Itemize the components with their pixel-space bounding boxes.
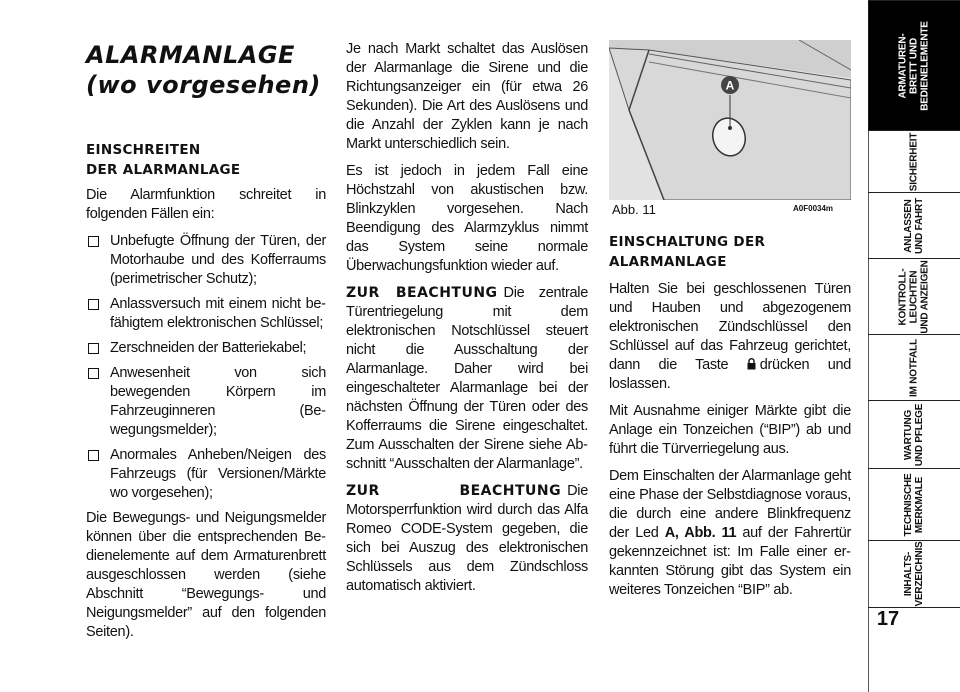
text: Halten Sie bei geschlossenen Türen und Hauben und abgezogenem elektronischen Zündschlüssel den Schlüssel auf das Fahrzeug gerichtet, dann die Taste <box>609 281 851 373</box>
tab-kontrollleuchten[interactable] <box>868 258 960 335</box>
section-heading-einschaltung <box>609 232 851 272</box>
column-middle <box>346 40 588 604</box>
intro-paragraph: Die Alarmfunktion schreitet in folgenden Fällen ein: <box>86 187 326 222</box>
tab-armaturenbrett[interactable] <box>868 0 960 131</box>
heading-line-1: EINSCHALTUNG DER <box>609 234 766 250</box>
note-paragraph <box>346 284 588 474</box>
text: drücken und loslassen. <box>609 357 851 392</box>
tab-label: TECHNISCHE MERKMALE <box>903 473 925 537</box>
figure-code: A0F0034m <box>793 204 834 213</box>
title-line-1: ALARMANLAGE <box>86 41 295 69</box>
note-label: ZUR BEACHTUNG <box>346 285 498 301</box>
tab-label: ANLASSEN UND FAHRT <box>903 198 925 254</box>
list-item: Anwesenheit von sich bewegenden Körpern im Fahrzeuginneren (Bewegungsmelder); <box>86 364 326 440</box>
figure-reference: A, Abb. 11 <box>664 525 737 541</box>
note-label: ZUR BEACHTUNG <box>346 483 562 499</box>
section-heading-einschreiten <box>86 140 326 180</box>
page-title <box>86 40 326 100</box>
tab-label: ARMATUREN- BRETT UND BEDIENELEMENTE <box>897 21 931 111</box>
heading-line-1: EINSCHREITEN <box>86 142 201 158</box>
note-paragraph <box>346 482 588 596</box>
note-text: Die Motorsperrfunktion wird durch das Alfa Romeo CODE-System gegeben, die sich bei Auszug des elektronischen Schlüssels aus dem Zündschloss automatisch aktiviert. <box>346 483 588 594</box>
column-right <box>609 232 851 608</box>
closing-paragraph: Die Bewegungs- und Neigungsmelder können über die entsprechenden Bedienelemente auf dem Armaturenbrett ausgeschlossen werden (siehe Abschnitt “Bewegungs- und Neigungsmelder” auf den folgenden Seiten). <box>86 510 326 640</box>
heading-line-2: ALARMANLAGE <box>609 254 727 270</box>
title-line-2: (wo vorgesehen) <box>86 71 321 99</box>
paragraph <box>609 467 851 600</box>
column-left <box>86 40 326 650</box>
page-number: 17 <box>876 608 900 630</box>
lock-icon <box>747 358 756 370</box>
tab-inhaltsverzeichnis[interactable] <box>868 540 960 608</box>
text: auf der Fahrertür gekennzeichnet ist: Im Falle einer erkannten Störung gibt das System ein weiteres Tonzeichen “BIP” ab. <box>609 525 851 598</box>
heading-line-2: DER ALARMANLAGE <box>86 162 241 178</box>
tab-label: WARTUNG UND PFLEGE <box>903 403 925 467</box>
tab-anlassen[interactable] <box>868 192 960 259</box>
tab-label: INHALTS- VERZEICHNIS <box>903 541 925 607</box>
text: Dem Einschalten der Alarmanlage geht eine Phase der Selbstdiagnose voraus, die durch eine andere Blinkfrequenz der Led <box>609 468 851 541</box>
note-text: Die zentrale Türentriegelung mit dem elektronischen Notschlüssel steuert nicht die Ausschaltung der Alarmanlage. Daher wird bei eingeschalteter Alarmanlage bei der nächsten Öffnung der Türen oder des Kofferraums die Sirene eingeschaltet. Zum Ausschalten der Sirene siehe Abschnitt “Ausschalten der Alarmanlage”. <box>346 285 588 472</box>
tab-label: SICHERHEIT <box>908 132 920 192</box>
tab-im-notfall[interactable] <box>868 334 960 401</box>
trigger-list <box>86 232 326 503</box>
list-item: Unbefugte Öffnung der Türen, der Motorhaube und des Kofferraums (perimetrischer Schutz); <box>86 232 326 289</box>
chapter-tabs <box>868 0 960 692</box>
tab-sicherheit[interactable] <box>868 130 960 193</box>
door-illustration <box>609 40 851 200</box>
marker-a-label: A <box>725 78 735 93</box>
paragraph <box>609 280 851 394</box>
figure-door-led <box>609 40 851 200</box>
list-item: Zerschneiden der Batteriekabel; <box>86 339 326 358</box>
tab-wartung[interactable] <box>868 400 960 469</box>
tab-technische-merkmale[interactable] <box>868 468 960 541</box>
paragraph: Mit Ausnahme einiger Märkte gibt die Anlage ein Tonzeichen (“BIP”) ab und führt die Türverriegelung aus. <box>609 403 851 457</box>
list-item: Anlassversuch mit einem nicht befähigtem elektronischen Schlüssel; <box>86 295 326 333</box>
tab-label: KONTROLL- LEUCHTEN UND ANZEIGEN <box>897 260 931 334</box>
tab-label: IM NOTFALL <box>908 339 920 397</box>
list-item: Anormales Anheben/Neigen des Fahrzeugs (für Versionen/Märkte wo vorgesehen); <box>86 446 326 503</box>
figure-label: Abb. 11 <box>612 202 656 217</box>
paragraph: Je nach Markt schaltet das Auslösen der Alarmanlage die Sirene und die Richtungsanzeiger ein (für etwa 26 Sekunden). Die Art des Auslösens und die Anzahl der Zyklen kann je nach Markt unterschiedlich sein. <box>346 41 588 152</box>
paragraph: Es ist jedoch in jedem Fall eine Höchstzahl von akustischen bzw. Blinkzyklen vorgesehen. Nach Beendigung des Alarmzyklus nimmt das System seine normale Überwachungsfunktion wieder auf. <box>346 163 588 274</box>
